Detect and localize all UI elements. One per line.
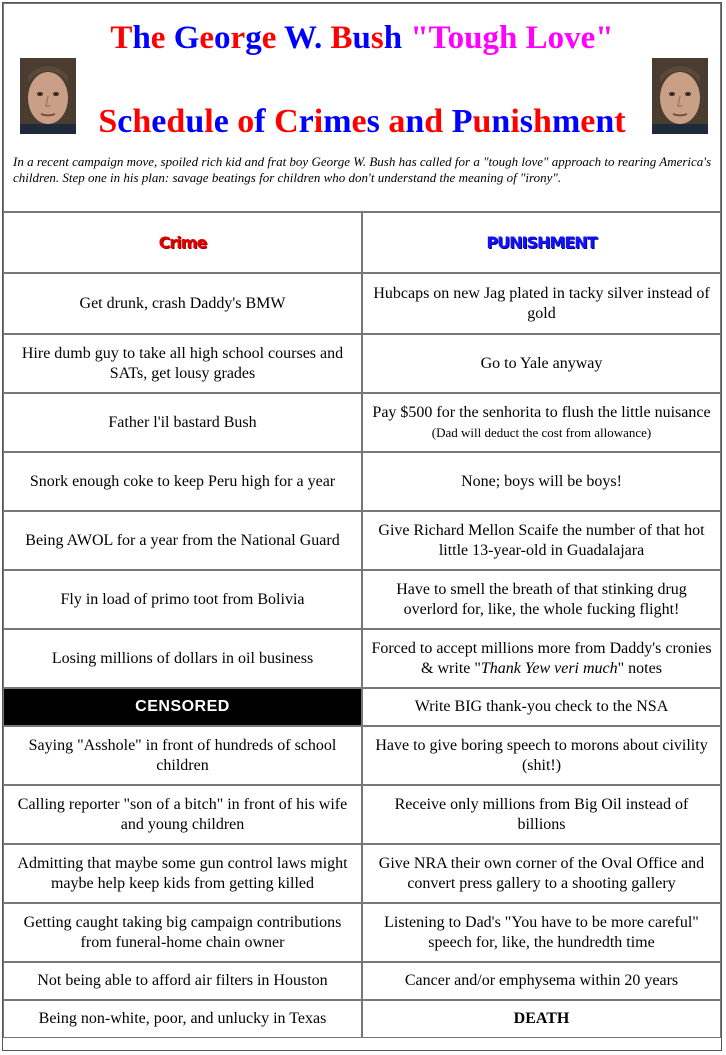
title-letter: g [245, 20, 262, 56]
crime-column-header: Crime [3, 212, 362, 273]
punishment-text: Forced to accept millions more from Daddy's cronies & write " [371, 639, 712, 677]
crime-cell: Hire dumb guy to take all high school courses and SATs, get lousy grades [3, 334, 362, 393]
punishment-text: Pay $500 for the senhorita to flush the little nuisance [372, 403, 711, 421]
punishment-cell: Hubcaps on new Jag plated in tacky silver instead of gold [362, 273, 721, 334]
title-letter: T [110, 20, 133, 56]
table-row [3, 903, 721, 962]
table-row [3, 785, 721, 844]
title-letter: e [351, 103, 367, 140]
title-letter: a [388, 103, 406, 140]
title-letter: n [405, 103, 425, 140]
title-letter: h [383, 20, 403, 56]
title-letter: u [472, 103, 492, 140]
table-row [3, 570, 721, 629]
title-letter: h [132, 103, 152, 140]
crime-cell: Being non-white, poor, and unlucky in Texas [3, 1000, 362, 1038]
title-letter: e [150, 20, 166, 56]
title-letter: u [185, 103, 205, 140]
title-letter: f [254, 103, 266, 140]
title-letter: m [323, 103, 352, 140]
title-letter: n [595, 103, 615, 140]
punishment-cell: None; boys will be boys! [362, 452, 721, 511]
punishment-cell [362, 393, 721, 452]
title-letter: C [274, 103, 299, 140]
title-letter [229, 103, 238, 140]
title-letter: c [117, 103, 133, 140]
punishment-cell: Have to give boring speech to morons about civility (shit!) [362, 726, 721, 785]
title-letter: e [580, 103, 596, 140]
title-letter: i [510, 103, 520, 140]
title-letter: e [151, 103, 167, 140]
title-letter [266, 103, 275, 140]
crime-cell: Fly in load of primo toot from Bolivia [3, 570, 362, 629]
table-row [3, 962, 721, 1000]
title-letter: P [451, 103, 473, 140]
title-letter: r [230, 20, 246, 56]
title-letter: i [313, 103, 324, 140]
punishment-cell: Go to Yale anyway [362, 334, 721, 393]
title-letter: u [352, 20, 371, 56]
table-row [3, 393, 721, 452]
table-row [3, 334, 721, 393]
title-letter: t [614, 103, 626, 140]
crime-cell: Snork enough coke to keep Peru high for a year [3, 452, 362, 511]
crime-cell: Getting caught taking big campaign contributions from funeral-home chain owner [3, 903, 362, 962]
title-letter: h [132, 20, 151, 56]
punishment-cell: Cancer and/or emphysema within 20 years [362, 962, 721, 1000]
punishment-note: (Dad will deduct the cost from allowance) [431, 424, 652, 440]
intro-paragraph: In a recent campaign move, spoiled rich kid and frat boy George W. Bush has called for a "tough love" approach to rearing America's children. Step one in his plan: savage beatings for children who don't understand the meaning of "irony". [13, 154, 712, 185]
crime-cell: Calling reporter "son of a bitch" in front of his wife and young children [3, 785, 362, 844]
title-letter: . [313, 20, 323, 56]
table-header-row [3, 212, 721, 273]
punishment-text-end: " notes [617, 659, 662, 677]
table-row [3, 452, 721, 511]
crime-cell: Being AWOL for a year from the National Guard [3, 511, 362, 570]
punishment-cell [362, 629, 721, 688]
title-letter: s [370, 20, 384, 56]
punishment-cell: Receive only millions from Big Oil instead of billions [362, 785, 721, 844]
title-letter: d [166, 103, 186, 140]
title-letter [276, 20, 284, 56]
title-letter: G [173, 20, 200, 56]
table-row [3, 511, 721, 570]
title-letter: l [204, 103, 214, 140]
title-letter: W [284, 20, 314, 56]
title-letter: e [213, 103, 229, 140]
crime-cell: Father l'il bastard Bush [3, 393, 362, 452]
censored-cell: CENSORED [3, 688, 362, 726]
title-letter: e [261, 20, 277, 56]
title-letter: o [214, 20, 231, 56]
table-row [3, 726, 721, 785]
title-letter: r [298, 103, 314, 140]
table-row [3, 844, 721, 903]
title-letter: B [330, 20, 353, 56]
punishment-cell: DEATH [362, 1000, 721, 1038]
table-row [3, 1000, 721, 1038]
punishment-cell: Write BIG thank-you check to the NSA [362, 688, 721, 726]
title-letter: n [491, 103, 511, 140]
title-line-2 [4, 102, 720, 142]
table-row [3, 273, 721, 334]
crime-cell: Losing millions of dollars in oil business [3, 629, 362, 688]
crime-cell: Get drunk, crash Daddy's BMW [3, 273, 362, 334]
title-letter: "Tough Love" [410, 20, 614, 56]
crime-punishment-table [3, 212, 721, 1038]
table-row [3, 688, 721, 726]
title-letter: h [533, 103, 552, 140]
table-row [3, 629, 721, 688]
punishment-cell: Listening to Dad's "You have to be more careful" speech for, like, the hundredth time [362, 903, 721, 962]
title-letter: s [519, 103, 534, 140]
crime-cell: Not being able to afford air filters in Houston [3, 962, 362, 1000]
punishment-cell: Have to smell the breath of that stinking drug overlord for, like, the whole fucking flight! [362, 570, 721, 629]
punishment-cell: Give Richard Mellon Scaife the number of that hot little 13-year-old in Guadalajara [362, 511, 721, 570]
title-letter: s [366, 103, 380, 140]
header-panel [3, 3, 721, 212]
title-letter: e [199, 20, 215, 56]
punishment-emphasis: Thank Yew veri much [480, 659, 618, 677]
title-letter: S [98, 103, 118, 140]
punishment-cell: Give NRA their own corner of the Oval Office and convert press gallery to a shooting gallery [362, 844, 721, 903]
title-line-1 [4, 18, 720, 58]
title-letter [443, 103, 452, 140]
title-letter [165, 20, 173, 56]
crime-cell: Admitting that maybe some gun control laws might maybe help keep kids from getting killed [3, 844, 362, 903]
title-letter: m [551, 103, 581, 140]
crime-cell: Saying "Asshole" in front of hundreds of school children [3, 726, 362, 785]
title-letter: d [424, 103, 444, 140]
title-letter: o [237, 103, 255, 140]
punishment-column-header: PUNISHMENT [362, 212, 721, 273]
